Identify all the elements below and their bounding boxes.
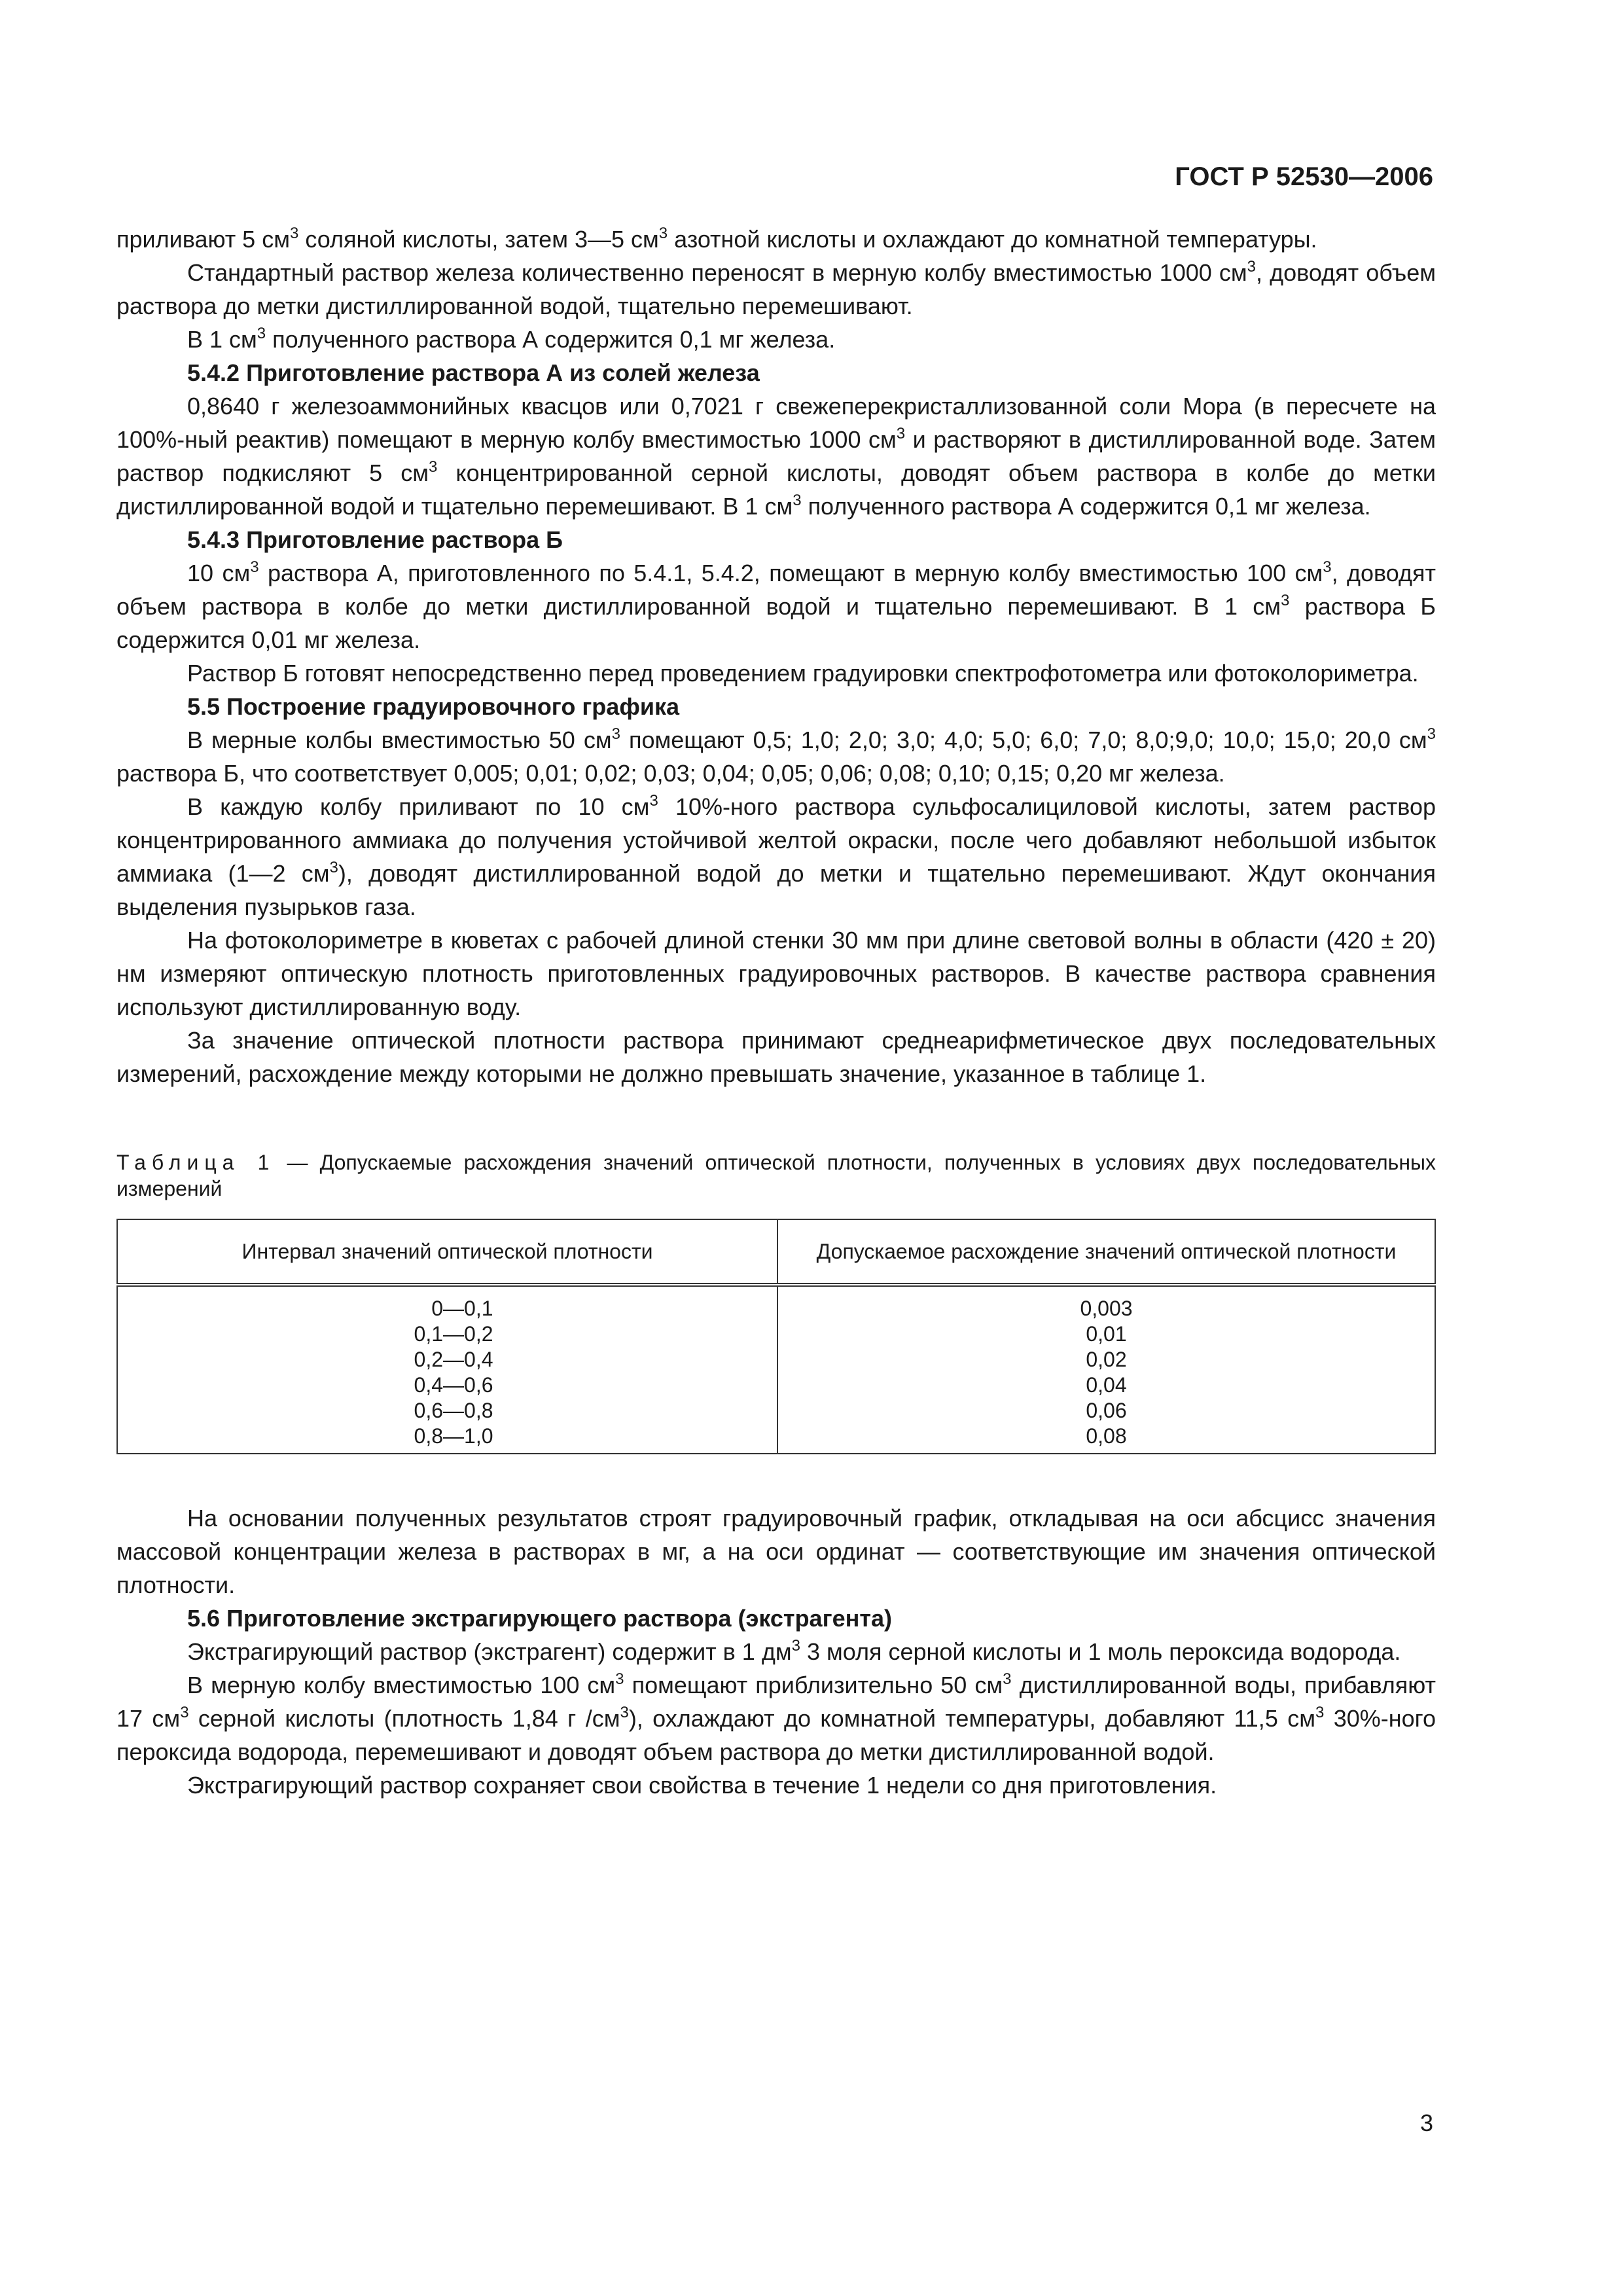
paragraph: [116, 790, 1436, 924]
text-run: 30%-ного пероксида водорода, перемешивают и доводят объем раствора до метки дистиллированной водой.: [116, 1705, 1436, 1765]
table-caption: [116, 1149, 1436, 1202]
text-run: В мерные колбы вместимостью 50 см: [187, 726, 612, 753]
cell-interval-text: 0,4—0,6: [414, 1373, 493, 1397]
table-row: [117, 1372, 1435, 1398]
superscript: 3: [250, 558, 259, 576]
superscript: 3: [429, 458, 438, 476]
paragraph: [116, 256, 1436, 323]
paragraph: Раствор Б готовят непосредственно перед проведением градуировки спектрофотометра или фотоколориметра.: [187, 660, 1419, 687]
paragraph: [116, 323, 1436, 356]
text-run: Стандартный раствор железа количественно переносят в мерную колбу вместимостью 1000 см: [187, 259, 1247, 286]
table-row: [117, 1347, 1435, 1372]
text-run: 0,8640 г железоаммонийных квасцов или 0,7021 г свежеперекристаллизованной соли Мора (в пересчете на 100%-ный реактив) помещают в мерную колбу вместимостью 1000 см: [116, 393, 1436, 453]
superscript: 3: [658, 224, 668, 242]
table-header-tolerance: Допускаемое расхождение значений оптической плотности: [777, 1219, 1435, 1285]
cell-interval-text: 0,1—0,2: [414, 1322, 493, 1346]
section-heading: 5.6 Приготовление экстрагирующего раствора (экстрагента): [187, 1605, 892, 1632]
cell-interval: [117, 1347, 777, 1372]
superscript: 3: [615, 1670, 624, 1688]
cell-tolerance: 0,08: [777, 1424, 1435, 1454]
text-run: концентрированной серной кислоты, доводят объем раствора в колбе до метки дистиллированной водой и тщательно перемешивают. В 1 см: [116, 459, 1436, 520]
table-header-interval: Интервал значений оптической плотности: [117, 1219, 777, 1285]
superscript: 3: [1427, 725, 1436, 743]
text-run: 10 см: [187, 560, 251, 586]
section-heading: 5.4.3 Приготовление раствора Б: [187, 526, 563, 553]
cell-interval-text: 0—0,1: [431, 1297, 493, 1320]
paragraph: На фотоколориметре в кюветах с рабочей длиной стенки 30 мм при длине световой волны в области (420 ± 20) нм измеряют оптическую плотность приготовленных градуировочных растворов. В качестве раствора сравнения используют дистиллированную воду.: [116, 927, 1436, 1020]
table-row: [117, 1398, 1435, 1424]
table-caption-text: — Допускаемые расхождения значений оптической плотности, полученных в условиях двух последовательных измерений: [116, 1151, 1436, 1200]
table-row: [117, 1424, 1435, 1454]
paragraph: [116, 1668, 1436, 1768]
table-row: [117, 1321, 1435, 1347]
superscript: 3: [896, 425, 906, 442]
text-run: В мерную колбу вместимостью 100 см: [187, 1672, 616, 1698]
superscript: 3: [1315, 1704, 1325, 1721]
paragraph: [116, 556, 1436, 656]
paragraph: За значение оптической плотности раствора принимают среднеарифметическое двух последовательных измерений, расхождение между которыми не должно превышать значение, указанное в таблице 1.: [116, 1027, 1436, 1087]
text-run: ), доводят дистиллированной водой до метки и тщательно перемешивают. Ждут окончания выделения пузырьков газа.: [116, 860, 1436, 920]
text-run: В каждую колбу приливают по 10 см: [187, 793, 650, 820]
text-run: 3 моля серной кислоты и 1 моль пероксида водорода.: [800, 1638, 1401, 1665]
cell-tolerance: 0,04: [777, 1372, 1435, 1398]
superscript: 3: [289, 224, 299, 242]
page-number: 3: [1419, 2109, 1433, 2136]
superscript: 3: [620, 1704, 629, 1721]
text-run: раствора А, приготовленного по 5.4.1, 5.4.2, помещают в мерную колбу вместимостью 100 см: [259, 560, 1323, 586]
cell-tolerance: 0,06: [777, 1398, 1435, 1424]
text-run: Экстрагирующий раствор (экстрагент) содержит в 1 дм: [187, 1638, 792, 1665]
text-run: дистиллированной воды, прибавляют 17 см: [116, 1672, 1436, 1732]
text-run: и растворяют в дистиллированной воде. Затем раствор подкисляют 5 см: [116, 426, 1436, 486]
superscript: 3: [1323, 558, 1332, 576]
document-body: [116, 223, 1436, 1802]
superscript: 3: [257, 325, 266, 342]
text-run: раствора Б содержится 0,01 мг железа.: [116, 593, 1436, 653]
text-run: В 1 см: [187, 326, 257, 353]
text-run: , доводят объем раствора в колбе до метки дистиллированной водой и тщательно перемешивают. В 1 см: [116, 560, 1436, 620]
superscript: 3: [329, 859, 338, 876]
tolerance-table: [116, 1219, 1436, 1454]
cell-interval-text: 0,8—1,0: [414, 1424, 493, 1448]
superscript: 3: [1247, 258, 1257, 276]
text-run: соляной кислоты, затем 3—5 см: [298, 226, 659, 253]
superscript: 3: [611, 725, 620, 743]
table-row: [117, 1285, 1435, 1321]
text-run: , доводят объем раствора до метки дистиллированной водой, тщательно перемешивают.: [116, 259, 1436, 319]
text-run: 10%-ного раствора сульфосалициловой кислоты, затем раствор концентрированного аммиака до получения устойчивой желтой окраски, после чего добавляют небольшой избыток аммиака (1—2 см: [116, 793, 1436, 887]
text-run: полученного раствора А содержится 0,1 мг железа.: [266, 326, 836, 353]
cell-interval-text: 0,6—0,8: [414, 1399, 493, 1422]
table-header-row: [117, 1219, 1435, 1285]
section-heading: 5.5 Построение градуировочного графика: [187, 693, 679, 720]
text-run: серной кислоты (плотность 1,84 г /см: [188, 1705, 620, 1732]
section-heading: 5.4.2 Приготовление раствора А из солей железа: [187, 359, 760, 386]
superscript: 3: [793, 492, 802, 509]
superscript: 3: [1003, 1670, 1012, 1688]
paragraph: [116, 723, 1436, 790]
superscript: 3: [649, 792, 658, 810]
document-header: ГОСТ Р 52530—2006: [1175, 162, 1433, 191]
superscript: 3: [791, 1637, 800, 1655]
cell-interval: [117, 1424, 777, 1454]
paragraph: На основании полученных результатов строят градуировочный график, откладывая на оси абсцисс значения массовой концентрации железа в растворах в мг, а на оси ординат — соответствующие им значения оптической плотности.: [116, 1505, 1436, 1598]
text-run: приливают 5 см: [116, 226, 290, 253]
cell-tolerance: 0,01: [777, 1321, 1435, 1347]
paragraph: [116, 389, 1436, 523]
text-run: помещают приблизительно 50 см: [624, 1672, 1003, 1698]
text-run: раствора Б, что соответствует 0,005; 0,01; 0,02; 0,03; 0,04; 0,05; 0,06; 0,08; 0,10; 0,15; 0,20 мг железа.: [116, 760, 1225, 787]
cell-tolerance: 0,02: [777, 1347, 1435, 1372]
text-run: ), охлаждают до комнатной температуры, добавляют 11,5 см: [628, 1705, 1315, 1732]
cell-interval: [117, 1398, 777, 1424]
text-run: полученного раствора А содержится 0,1 мг железа.: [801, 493, 1371, 520]
text-run: азотной кислоты и охлаждают до комнатной температуры.: [668, 226, 1317, 253]
cell-interval: [117, 1372, 777, 1398]
cell-interval-text: 0,2—0,4: [414, 1348, 493, 1371]
cell-tolerance: 0,003: [777, 1285, 1435, 1321]
superscript: 3: [180, 1704, 189, 1721]
paragraph: [116, 1635, 1436, 1668]
paragraph: Экстрагирующий раствор сохраняет свои свойства в течение 1 недели со дня приготовления.: [187, 1772, 1217, 1799]
table-body: [117, 1285, 1435, 1454]
text-run: помещают 0,5; 1,0; 2,0; 3,0; 4,0; 5,0; 6,0; 7,0; 8,0;9,0; 10,0; 15,0; 20,0 см: [620, 726, 1427, 753]
cell-interval: [117, 1285, 777, 1321]
table-label: Таблица 1: [116, 1151, 276, 1174]
paragraph: [116, 223, 1436, 256]
cell-interval: [117, 1321, 777, 1347]
superscript: 3: [1281, 592, 1290, 609]
